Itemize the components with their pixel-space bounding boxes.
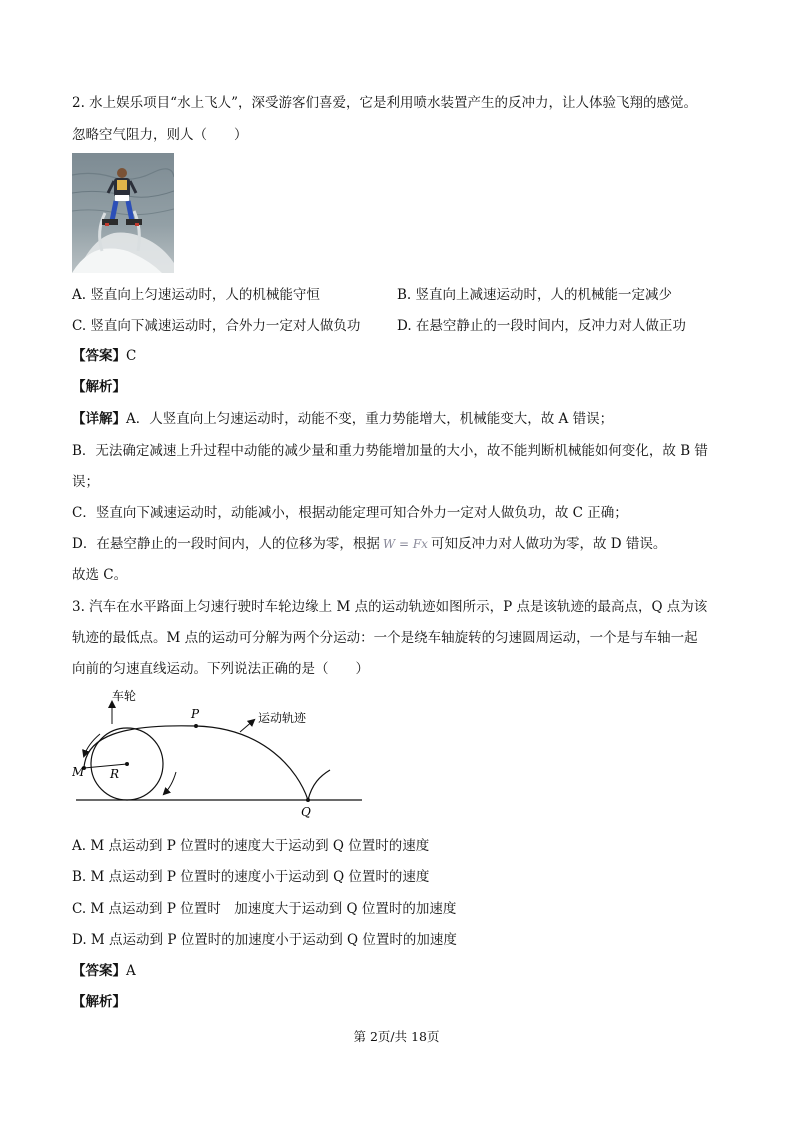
q2-detail-b-line2: 误； — [72, 474, 99, 490]
wheel-trajectory-diagram — [72, 688, 364, 820]
point-p — [194, 724, 198, 728]
q2-stem-line1: 2. 水上娱乐项目“水上飞人”，深受游客们喜爱，它是利用喷水装置产生的反冲力，让人体验飞翔的感觉。 — [72, 95, 697, 111]
point-q — [306, 798, 310, 802]
q3-answer-value: A — [126, 963, 136, 979]
q3-stem-line3: 向前的匀速直线运动。下列说法正确的是（ ） — [72, 661, 369, 677]
q2-detail-d: D．在悬空静止的一段时间内，人的位移为零，根据 W = Fx 可知反冲力对人做功为零，故 D 错误。 — [72, 536, 667, 552]
q3-option-a: A. M 点运动到 P 位置时的速度大于运动到 Q 位置时的速度 — [72, 838, 430, 854]
water-jetpack-photo — [72, 153, 174, 273]
q2-stem-line2: 忽略空气阻力，则人（ ） — [72, 127, 248, 143]
q-label: Q — [301, 805, 311, 819]
rotation-arrow-right — [164, 772, 176, 794]
trajectory-label-arrow — [240, 720, 254, 732]
wheel-center — [125, 762, 129, 766]
p-label: P — [191, 707, 200, 721]
q2-analysis-label: 【解析】 — [72, 379, 126, 395]
q2-detail-label: 【详解】 — [72, 411, 126, 427]
q3-answer-label: 【答案】 — [72, 963, 126, 979]
trajectory-next-arc — [308, 770, 330, 800]
r-label: R — [110, 767, 120, 781]
q2-option-b: B. 竖直向上减速运动时，人的机械能一定减少 — [397, 287, 673, 303]
q3-stem-line1: 3. 汽车在水平路面上匀速行驶时车轮边缘上 M 点的运动轨迹如图所示，P 点是该轨迹的最高点，Q 点为该 — [72, 599, 708, 615]
q2-detail-c: C．竖直向下减速运动时，动能减小，根据动能定理可知合外力一定对人做负功，故 C 正确； — [72, 505, 628, 521]
work-formula: W = Fx — [382, 537, 428, 551]
q2-option-d: D. 在悬空静止的一段时间内，反冲力对人做正功 — [397, 318, 686, 334]
q3-analysis-label: 【解析】 — [72, 994, 126, 1010]
q2-answer-label: 【答案】 — [72, 348, 126, 364]
wheel-trajectory-drawing — [72, 688, 364, 820]
q2-option-c: C. 竖直向下减速运动时，合外力一定对人做负功 — [72, 318, 361, 334]
rotation-arrow-left — [84, 734, 100, 756]
trajectory-curve — [84, 726, 308, 800]
q3-answer — [72, 961, 136, 981]
water-jetpack-photo-drawing — [72, 153, 174, 273]
q3-option-d: D. M 点运动到 P 位置时的加速度小于运动到 Q 位置时的加速度 — [72, 932, 457, 948]
q3-stem-line2: 轨迹的最低点。M 点的运动可分解为两个分运动：一个是绕车轴旋转的匀速圆周运动，一个是与车轴一起 — [72, 630, 698, 646]
q2-detail-b-line1: B．无法确定减速上升过程中动能的减少量和重力势能增加量的大小，故不能判断机械能如何变化，故 B 错 — [72, 443, 708, 459]
wheel-label: 车轮 — [112, 689, 137, 703]
q2-conclusion: 故选 C。 — [72, 567, 128, 583]
q2-detail-a: 【详解】A．人竖直向上匀速运动时，动能不变，重力势能增大，机械能变大，故 A 错误； — [72, 411, 614, 427]
page-footer: 第 2页/共 18页 — [353, 1029, 440, 1044]
m-label: M — [72, 765, 85, 779]
trajectory-label: 运动轨迹 — [258, 711, 307, 725]
q3-option-b: B. M 点运动到 P 位置时的速度小于运动到 Q 位置时的速度 — [72, 869, 430, 885]
q2-option-a: A. 竖直向上匀速运动时，人的机械能守恒 — [72, 287, 320, 303]
q2-answer — [72, 346, 136, 366]
q3-option-c: C. M 点运动到 P 位置时 加速度大于运动到 Q 位置时的加速度 — [72, 901, 457, 917]
q2-answer-value: C — [126, 348, 137, 364]
